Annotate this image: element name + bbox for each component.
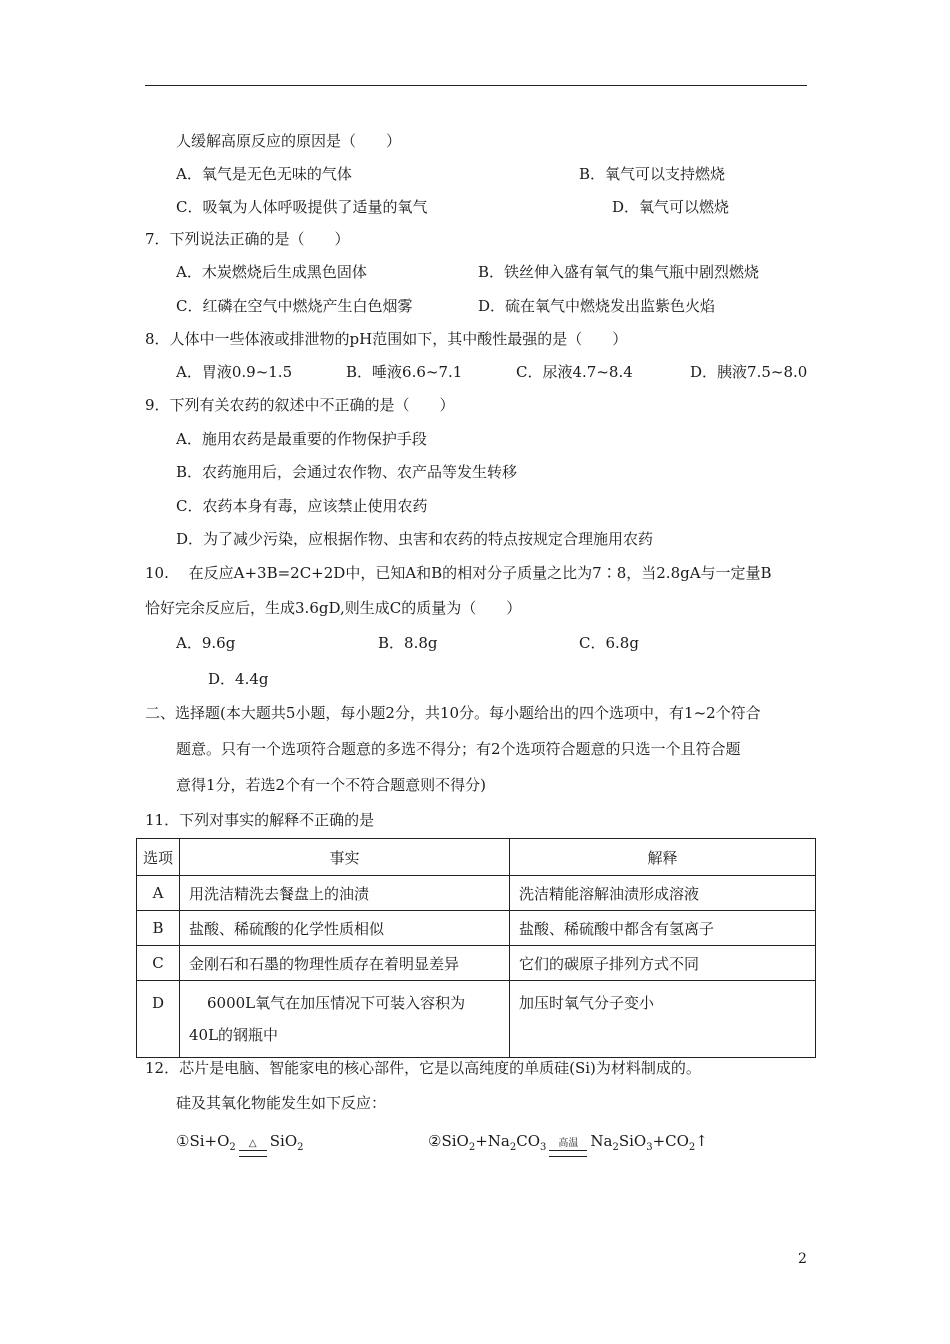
q7-stem: 7．下列说法正确的是（ ） bbox=[145, 230, 350, 248]
reaction-2-reactant-2b: CO bbox=[516, 1132, 540, 1150]
subscript: 2 bbox=[509, 1142, 517, 1153]
subscript: 3 bbox=[540, 1142, 547, 1153]
subscript: 3 bbox=[646, 1142, 653, 1153]
row-explanation: 盐酸、稀硫酸中都含有氢离子 bbox=[510, 911, 816, 946]
row-fact-line1: 6000L氧气在加压情况下可装入容积为 bbox=[207, 994, 466, 1012]
q8-option-c: C．尿液4.7~8.4 bbox=[516, 363, 633, 381]
q6-option-b: B．氧气可以支持燃烧 bbox=[579, 165, 726, 183]
subscript: 2 bbox=[468, 1142, 476, 1153]
header-rule bbox=[145, 85, 807, 86]
q12-stem-line1: 12．芯片是电脑、智能家电的核心部件，它是以高纯度的单质硅(Si)为材料制成的。 bbox=[145, 1059, 701, 1077]
reaction-2-product-2: +CO bbox=[652, 1132, 689, 1150]
q7-option-c: C．红磷在空气中燃烧产生白色烟雾 bbox=[176, 297, 413, 315]
gas-arrow-icon: ↑ bbox=[695, 1132, 708, 1150]
q10-stem-line1: 10. 在反应A+3B=2C+2D中，已知A和B的相对分子质量之比为7∶8，当2.8gA与一定量B bbox=[145, 564, 772, 582]
reaction-1 bbox=[176, 1130, 304, 1159]
table-row bbox=[137, 911, 816, 946]
row-fact-line2: 40L的钢瓶中 bbox=[189, 1026, 279, 1044]
q6-stem-continuation: 人缓解高原反应的原因是（ ） bbox=[176, 132, 402, 150]
header-option: 选项 bbox=[137, 839, 180, 876]
q8-option-d: D．胰液7.5~8.0 bbox=[690, 363, 808, 381]
subscript: 2 bbox=[612, 1142, 619, 1153]
table-row bbox=[137, 946, 816, 981]
q11-stem: 11．下列对事实的解释不正确的是 bbox=[145, 811, 375, 829]
row-fact: 用洗洁精洗去餐盘上的油渍 bbox=[180, 876, 510, 911]
q7-option-a: A．木炭燃烧后生成黑色固体 bbox=[176, 263, 367, 281]
q10-stem-line2: 恰好完余反应后，生成3.6gD,则生成C的质量为（ ） bbox=[145, 599, 522, 617]
q6-option-c: C．吸氧为人体呼吸提供了适量的氧气 bbox=[176, 198, 428, 216]
q9-option-b: B．农药施用后，会通过农作物、农产品等发生转移 bbox=[176, 463, 518, 481]
row-fact bbox=[180, 981, 510, 1058]
q6-option-d: D．氧气可以燃烧 bbox=[612, 198, 730, 216]
q7-option-b: B．铁丝伸入盛有氧气的集气瓶中剧烈燃烧 bbox=[478, 263, 760, 281]
row-option: B bbox=[137, 911, 180, 946]
row-explanation: 洗洁精能溶解油渍形成溶液 bbox=[510, 876, 816, 911]
q10-option-b: B．8.8g bbox=[378, 634, 438, 652]
subscript: 2 bbox=[297, 1142, 304, 1153]
q9-option-a: A．施用农药是最重要的作物保护手段 bbox=[176, 430, 427, 448]
row-option: A bbox=[137, 876, 180, 911]
q8-stem: 8．人体中一些体液或排泄物的pH范围如下，其中酸性最强的是（ ） bbox=[145, 330, 628, 348]
q6-option-a: A．氧气是无色无味的气体 bbox=[176, 165, 352, 183]
table-row bbox=[137, 981, 816, 1058]
subscript: 2 bbox=[688, 1142, 696, 1153]
reaction-1-reactants: ①Si+O bbox=[176, 1132, 230, 1150]
q11-table bbox=[136, 838, 816, 1058]
heat-symbol: △ bbox=[248, 1138, 257, 1149]
table-row bbox=[137, 876, 816, 911]
reaction-2 bbox=[428, 1130, 708, 1159]
q10-option-c: C．6.8g bbox=[579, 634, 639, 652]
q12-stem-line2: 硅及其氧化物能发生如下反应： bbox=[176, 1094, 387, 1112]
reaction-1-condition bbox=[239, 1138, 267, 1157]
row-fact: 盐酸、稀硫酸的化学性质相似 bbox=[180, 911, 510, 946]
double-equals bbox=[239, 1150, 267, 1157]
reaction-2-product-1b: SiO bbox=[618, 1132, 647, 1150]
reaction-2-reactant-1: ②SiO bbox=[428, 1132, 469, 1150]
row-explanation: 它们的碳原子排列方式不同 bbox=[510, 946, 816, 981]
high-temperature-label: 高温 bbox=[558, 1138, 579, 1149]
reaction-2-product-1: Na bbox=[590, 1132, 613, 1150]
header-fact: 事实 bbox=[180, 839, 510, 876]
row-option: D bbox=[137, 981, 180, 1058]
q8-option-a: A．胃液0.9~1.5 bbox=[176, 363, 293, 381]
double-equals bbox=[549, 1150, 587, 1157]
q9-option-c: C．农药本身有毒，应该禁止使用农药 bbox=[176, 497, 428, 515]
q9-option-d: D．为了减少污染，应根据作物、虫害和农药的特点按规定合理施用农药 bbox=[176, 530, 654, 548]
header-explanation: 解释 bbox=[510, 839, 816, 876]
q7-option-d: D．硫在氧气中燃烧发出监紫色火焰 bbox=[478, 297, 716, 315]
reaction-1-product: SiO bbox=[269, 1132, 298, 1150]
section2-line3: 意得1分，若选2个有一个不符合题意则不得分) bbox=[176, 776, 486, 794]
section2-line2: 题意。只有一个选项符合题意的多选不得分；有2个选项符合题意的只选一个且符合题 bbox=[176, 740, 741, 758]
row-explanation: 加压时氧气分子变小 bbox=[510, 981, 816, 1058]
table-header-row bbox=[137, 839, 816, 876]
row-option: C bbox=[137, 946, 180, 981]
q10-option-d: D．4.4g bbox=[208, 670, 269, 688]
section2-line1: 二、选择题(本大题共5小题，每小题2分，共10分。每小题给出的四个选项中，有1~2个符合 bbox=[145, 704, 761, 722]
row-fact: 金刚石和石墨的物理性质存在着明显差异 bbox=[180, 946, 510, 981]
reaction-2-reactant-2: +Na bbox=[475, 1132, 510, 1150]
subscript: 2 bbox=[229, 1142, 236, 1153]
q9-stem: 9．下列有关农药的叙述中不正确的是（ ） bbox=[145, 396, 455, 414]
q10-option-a: A．9.6g bbox=[176, 634, 236, 652]
page-number: 2 bbox=[798, 1251, 807, 1267]
reaction-2-condition bbox=[549, 1138, 587, 1157]
q8-option-b: B．唾液6.6~7.1 bbox=[346, 363, 463, 381]
